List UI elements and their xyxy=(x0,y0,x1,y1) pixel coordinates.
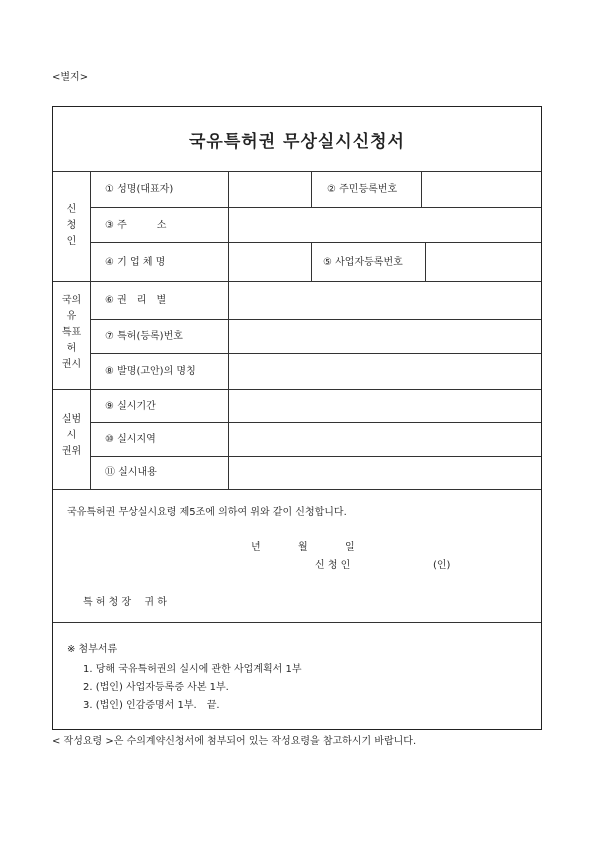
patent-no-label: ⑦ 특허(등록)번호 xyxy=(105,331,183,342)
region-label: ⑩ 실시지역 xyxy=(105,434,156,445)
right-type-label: ⑥ 권 리 별 xyxy=(105,295,167,306)
group-label-applicant: 신 청 인 xyxy=(66,204,77,247)
seal-mark: (인) xyxy=(433,560,451,571)
company-name-label: ④ 기 업 체 명 xyxy=(105,257,166,268)
application-form xyxy=(52,106,542,730)
resident-no-field[interactable] xyxy=(422,172,541,206)
address-field[interactable] xyxy=(229,208,541,241)
date-month: 월 xyxy=(298,542,308,553)
form-annex-tag: <별지> xyxy=(52,72,89,83)
company-name-field[interactable] xyxy=(229,243,310,280)
invention-name-label: ⑧ 발명(고안)의 명칭 xyxy=(105,366,196,377)
date-year: 년 xyxy=(251,542,261,553)
divider xyxy=(311,171,312,207)
period-field[interactable] xyxy=(229,390,541,421)
patent-no-field[interactable] xyxy=(229,320,541,352)
name-field[interactable] xyxy=(229,172,310,206)
content-label: ⑪ 실시내용 xyxy=(105,467,157,478)
date-day: 일 xyxy=(345,542,355,553)
recipient: 특 허 청 장 귀 하 xyxy=(83,597,167,608)
attachment-item: 3. (법인) 인감증명서 1부. 끝. xyxy=(83,700,220,711)
attachments-heading: ※ 첨부서류 xyxy=(67,644,118,655)
divider xyxy=(90,171,91,489)
form-title: 국유특허권 무상실시신청서 xyxy=(189,132,405,152)
attachment-item: 1. 당해 국유특허권의 실시에 관한 사업계획서 1부 xyxy=(83,664,302,675)
footnote: < 작성요령 >은 수의계약신청서에 첨부되어 있는 작성요령을 참고하시기 바랍니다. xyxy=(52,736,417,747)
invention-name-field[interactable] xyxy=(229,354,541,388)
name-label: ① 성명(대표자) xyxy=(105,184,174,195)
divider xyxy=(53,622,541,623)
resident-no-label: ② 주민등록번호 xyxy=(327,184,398,195)
signer-signature-field[interactable] xyxy=(363,557,429,573)
divider xyxy=(311,242,312,281)
group-label-patent: 국의 유 특표 허 권시 xyxy=(61,295,82,370)
application-statement: 국유특허권 무상실시요령 제5조에 의하여 위와 같이 신청합니다. xyxy=(67,507,347,518)
right-type-field[interactable] xyxy=(229,282,541,318)
attachment-item: 2. (법인) 사업자등록증 사본 1부. xyxy=(83,682,229,693)
business-reg-no-field[interactable] xyxy=(426,243,541,280)
business-reg-no-label: ⑤ 사업자등록번호 xyxy=(323,257,403,268)
content-field[interactable] xyxy=(229,457,541,488)
period-label: ⑨ 실시기간 xyxy=(105,401,156,412)
address-label: ③ 주 소 xyxy=(105,220,167,231)
group-label-implementation: 실범 시 권위 xyxy=(61,414,82,457)
divider xyxy=(53,489,541,490)
region-field[interactable] xyxy=(229,423,541,455)
signer-label: 신 청 인 xyxy=(315,560,351,571)
